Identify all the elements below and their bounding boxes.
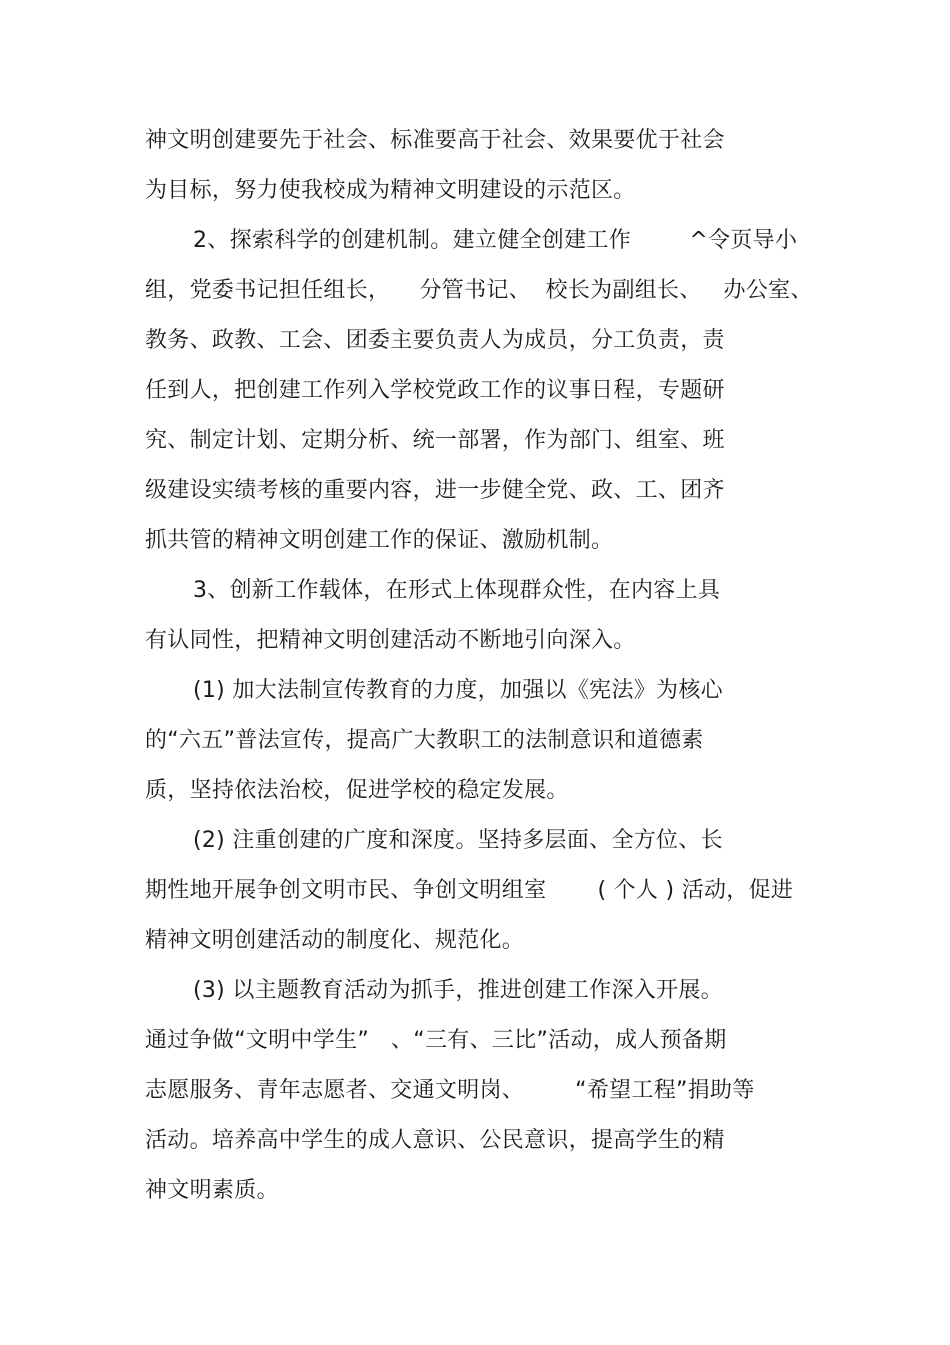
text-line: 活动。培养高中学生的成人意识、公民意识，提高学生的精 [145, 1128, 725, 1153]
text-line: 究、制定计划、定期分析、统一部署，作为部门、组室、班 [145, 428, 725, 453]
paragraph-start: (3) 以主题教育活动为抓手，推进创建工作深入开展。 [193, 978, 723, 1003]
text-line: 抓共管的精神文明创建工作的保证、激励机制。 [145, 528, 614, 553]
text-line: 神文明素质。 [145, 1178, 279, 1203]
text-line: 任到人，把创建工作列入学校党政工作的议事日程，专题研 [145, 378, 725, 403]
text-line: 精神文明创建活动的制度化、规范化。 [145, 928, 525, 953]
text-line: 有认同性，把精神文明创建活动不断地引向深入。 [145, 628, 636, 653]
paragraph-start: (1) 加大法制宣传教育的力度，加强以《宪法》为核心 [193, 678, 723, 703]
text-line: 志愿服务、青年志愿者、交通文明岗、 “希望工程”捐助等 [145, 1078, 755, 1103]
paragraph-start: (2) 注重创建的广度和深度。坚持多层面、全方位、长 [193, 828, 723, 853]
text-line: 通过争做“文明中学生” 、“三有、三比”活动，成人预备期 [145, 1028, 727, 1053]
text-line: 期性地开展争创文明市民、争创文明组室 ( 个人 ) 活动，促进 [145, 878, 794, 903]
text-line: 组，党委书记担任组长， 分管书记、 校长为副组长、 办公室、 [145, 278, 813, 303]
text-line: 神文明创建要先于社会、标准要高于社会、效果要优于社会 [145, 128, 725, 153]
paragraph-start: 3、创新工作载体，在形式上体现群众性，在内容上具 [193, 578, 721, 603]
text-line: 级建设实绩考核的重要内容，进一步健全党、政、工、团齐 [145, 478, 725, 503]
text-line: 教务、政教、工会、团委主要负责人为成员，分工负责，责 [145, 328, 725, 353]
text-line: 为目标，努力使我校成为精神文明建设的示范区。 [145, 178, 636, 203]
text-line: 的“六五”普法宣传，提高广大教职工的法制意识和道德素 [145, 728, 704, 753]
paragraph-start: 2、探索科学的创建机制。建立健全创建工作 ^令页导小 [193, 228, 798, 253]
text-line: 质，坚持依法治校，促进学校的稳定发展。 [145, 778, 569, 803]
